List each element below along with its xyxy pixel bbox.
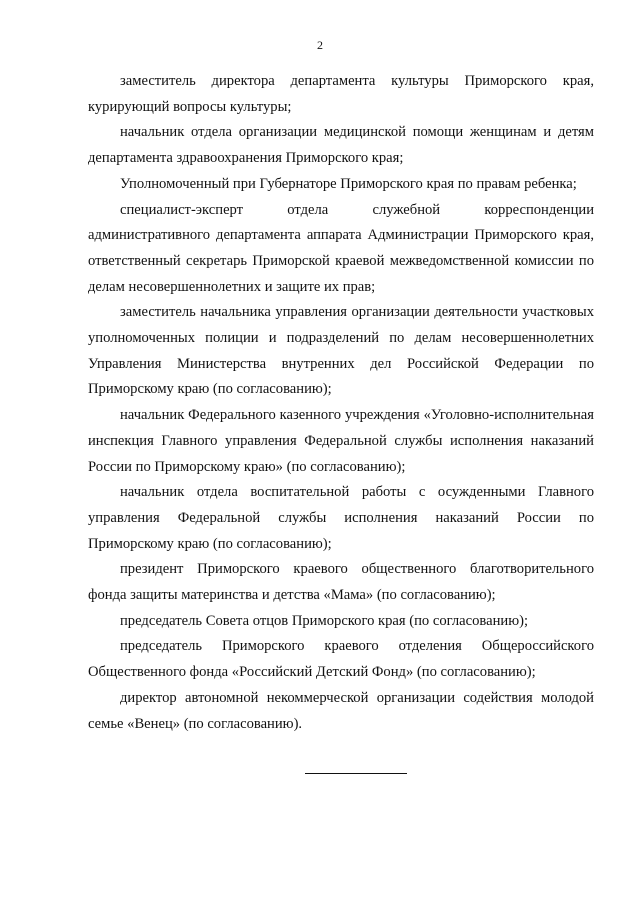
- list-item-deputy-director-culture: заместитель директора департамента культуры Приморского края, курирующий вопросы культуры;: [88, 73, 594, 115]
- list-item-chair-fathers-council: председатель Совета отцов Приморского края (по согласованию);: [120, 612, 529, 629]
- member-list: [88, 69, 594, 737]
- list-item-chair-childrens-fund: председатель Приморского краевого отделения Общероссийского Общественного фонда «Российский Детский Фонд» (по согласованию);: [88, 638, 594, 681]
- list-item-head-medical-care-department: начальник отдела организации медицинской помощи женщинам и детям департамента здравоохранения Приморского края;: [88, 124, 594, 167]
- list-item-children-rights-ombudsman: Уполномоченный при Губернаторе Приморского края по правам ребенка;: [120, 175, 577, 192]
- page-number: 2: [317, 38, 323, 52]
- list-item-head-penal-inspection: начальник Федерального казенного учреждения «Уголовно-исполнительная инспекция Главного управления Федеральной службы исполнения наказаний России по Приморскому краю» (по согласованию);: [88, 407, 594, 475]
- closing-rule: [305, 773, 407, 774]
- list-item-head-educational-work: начальник отдела воспитательной работы с осужденными Главного управления Федеральной службы исполнения наказаний России по Приморскому краю (по согласованию);: [88, 484, 594, 552]
- list-item-president-mama-fund: президент Приморского краевого общественного благотворительного фонда защиты материнства и детства «Мама» (по согласованию);: [88, 561, 594, 604]
- list-item-commission-secretary: специалист-эксперт отдела служебной корреспонденции административного департамента аппарата Администрации Приморского края, ответственный секретарь Приморской краевой межведомственной комиссии по делам несовершеннолетних и защите их прав;: [88, 201, 594, 295]
- list-item-director-venets: директор автономной некоммерческой организации содействия молодой семье «Венец» (по согласованию).: [88, 689, 594, 732]
- list-item-deputy-head-police-juvenile: заместитель начальника управления организации деятельности участковых уполномоченных полиции и подразделений по делам несовершеннолетних Управления Министерства внутренних дел Российской Федерации по Приморскому краю (по согласованию);: [88, 304, 594, 398]
